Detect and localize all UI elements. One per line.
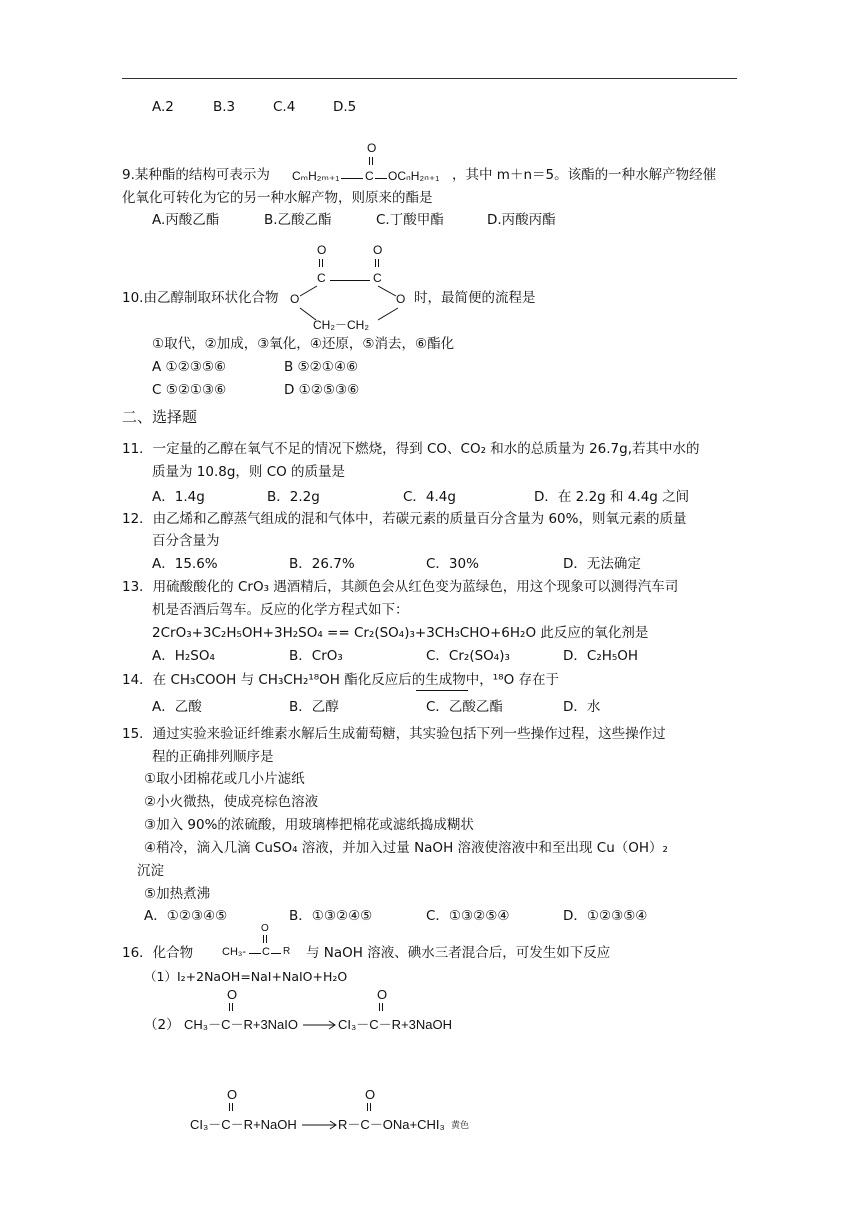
q12-option-c: C．30%	[426, 556, 479, 572]
q15-option-c: C．①③②⑤④	[426, 908, 510, 924]
q15-step-3: ③加入 90%的浓硫酸，用玻璃棒把棉花或滤纸捣成糊状	[144, 817, 474, 833]
q13-option-c: C．Cr₂(SO₄)₃	[426, 648, 510, 664]
q10-ring-o-left: O	[290, 292, 300, 306]
q8-option-b: B.3	[213, 99, 236, 115]
q9-line2: 化氧化可转化为它的另一种水解产物，则原来的酯是	[122, 190, 433, 206]
q9-suffix: ，其中 m＋n＝5。该酯的一种水解产物经催	[452, 167, 717, 183]
q9-prefix: 9.某种酯的结构可表示为	[122, 167, 270, 183]
q12-line2: 百分含量为	[152, 533, 220, 549]
q15-step-2: ②小火微热，使成亮棕色溶液	[144, 794, 319, 810]
q15-step-4-cont: 沉淀	[137, 863, 164, 879]
q9-option-a: A.丙酸乙酯	[152, 212, 220, 228]
q10-prefix: 10.由乙醇制取环状化合物	[122, 290, 279, 306]
q9-option-b: B.乙酸乙酯	[264, 212, 332, 228]
q14-option-d: D．水	[563, 699, 601, 715]
q16-eq2-right: CI₃－C－R+3NaOH	[338, 1017, 453, 1032]
section-heading: 二、选择题	[122, 408, 198, 426]
q9-option-d: D.丙酸丙酯	[487, 212, 556, 228]
q15-step-1: ①取小团棉花或几小片滤纸	[144, 771, 305, 787]
q14-option-a: A．乙酸	[152, 699, 202, 715]
q16-eq3-o-left: O	[227, 1087, 238, 1102]
q13-option-b: B．CrO₃	[289, 648, 343, 664]
q16-compound-bond-right	[271, 953, 281, 954]
q15-line2: 程的正确排列顺序是	[152, 749, 274, 765]
q15-option-b: B．①③②④⑤	[289, 908, 373, 924]
q16-suffix: 与 NaOH 溶液、碘水三者混合后，可发生如下反应	[306, 945, 611, 961]
q14-underline	[416, 690, 468, 691]
q9-option-c: C.丁酸甲酯	[376, 212, 444, 228]
q16-eq1: （1）I₂+2NaOH=NaI+NaIO+H₂O	[144, 969, 348, 984]
q14-line1: 14．在 CH₃COOH 与 CH₃CH₂¹⁸OH 酯化反应后的生成物中，¹⁸O 存在于	[122, 672, 559, 688]
q16-eq2-label: （2）	[144, 1017, 180, 1033]
q8-option-c: C.4	[273, 99, 296, 115]
q14-option-b: B．乙醇	[289, 699, 339, 715]
q15-option-d: D．①②③⑤④	[563, 908, 648, 924]
q9-double-bond	[369, 157, 373, 165]
q10-ring-o-right: O	[396, 292, 406, 306]
q16-compound-r: R	[283, 946, 291, 957]
q11-option-c: C．4.4g	[403, 489, 456, 505]
q15-option-a: A．①②③④⑤	[144, 908, 228, 924]
q10-double-bond-left	[319, 259, 323, 267]
q16-prefix: 16．化合物	[122, 945, 194, 961]
q11-option-d: D．在 2.2g 和 4.4g 之间	[534, 489, 690, 505]
q14-option-c: C．乙酸乙酯	[426, 699, 503, 715]
q15-step-4: ④稍冷，滴入几滴 CuSO₄ 溶液，并加入过量 NaOH 溶液使溶液中和至出现 Cu（OH）₂	[144, 840, 668, 856]
q11-line1: 11．一定量的乙醇在氧气不足的情况下燃烧，得到 CO、CO₂ 和水的总质量为 26.7g,若其中水的	[122, 441, 700, 457]
q10-ring-c-right: C	[373, 271, 382, 285]
q16-eq3-double-right	[367, 1103, 371, 1111]
q10-ring-o-top-left: O	[317, 243, 327, 257]
q16-compound-double-bond	[263, 935, 267, 943]
q11-line2: 质量为 10.8g，则 CO 的质量是	[152, 464, 346, 480]
q10-ring-o-top-right: O	[373, 243, 383, 257]
q16-eq3-left: CI₃－C－R+NaOH	[190, 1117, 297, 1132]
q11-option-b: B．2.2g	[267, 489, 320, 505]
q16-eq3-o-right: O	[365, 1087, 376, 1102]
q15-step-5: ⑤加热煮沸	[144, 886, 211, 902]
q12-option-a: A．15.6%	[152, 556, 218, 572]
q16-eq2-arrow-icon	[303, 1020, 337, 1030]
q10-steps: ①取代，②加成，③氧化，④还原，⑤消去，⑥酯化	[152, 336, 455, 352]
q10-option-c: C ⑤②①③⑥	[152, 382, 227, 398]
q16-compound-left: CH₃-	[222, 946, 247, 958]
q16-eq3-right: R－C－ONa+CHI₃	[338, 1117, 445, 1132]
q16-eq2-o-right: O	[377, 987, 388, 1002]
q12-option-d: D．无法确定	[563, 556, 641, 572]
q8-option-a: A.2	[152, 99, 174, 115]
q9-o-top: O	[367, 141, 377, 155]
q16-compound-o: O	[261, 923, 269, 934]
q10-option-b: B ⑤②①④⑥	[284, 359, 359, 375]
q10-option-a: A ①②③⑤⑥	[152, 359, 227, 375]
q16-eq2-double-left	[229, 1003, 233, 1011]
q9-formula-left: CₘH₂ₘ₊₁	[292, 169, 340, 183]
q16-compound-c: C	[262, 946, 270, 958]
q9-formula-right: OCₙH₂ₙ₊₁	[388, 169, 440, 183]
q16-eq2-double-right	[379, 1003, 383, 1011]
q15-line1: 15．通过实验来验证纤维素水解后生成葡萄糖，其实验包括下列一些操作过程，这些操作过	[122, 726, 666, 742]
q12-option-b: B．26.7%	[289, 556, 355, 572]
q13-option-a: A．H₂SO₄	[152, 648, 215, 664]
q9-bond-left	[341, 178, 363, 179]
q16-eq3-double-left	[229, 1103, 233, 1111]
q16-compound-bond-left	[249, 953, 261, 954]
q16-eq2-o-left: O	[227, 987, 238, 1002]
q9-formula-c: C	[365, 169, 374, 183]
q10-double-bond-right	[375, 259, 379, 267]
header-rule	[122, 78, 737, 79]
q12-line1: 12．由乙烯和乙醇蒸气组成的混和气体中，若碳元素的质量百分含量为 60%，则氧元素的质量	[122, 511, 687, 527]
q10-suffix: 时，最简便的流程是	[414, 290, 536, 306]
q11-option-a: A．1.4g	[152, 489, 205, 505]
q13-line2: 机是否酒后驾车。反应的化学方程式如下：	[152, 602, 409, 618]
q8-option-d: D.5	[333, 99, 357, 115]
q16-eq2-left: CH₃－C－R+3NaIO	[184, 1017, 299, 1032]
q10-option-d: D ①②⑤③⑥	[284, 382, 360, 398]
q16-eq3-note: 黄色	[451, 1121, 470, 1131]
q9-bond-right	[375, 178, 387, 179]
q13-equation: 2CrO₃+3C₂H₅OH+3H₂SO₄ == Cr₂(SO₄)₃+3CH₃CHO+6H₂O 此反应的氧化剂是	[152, 625, 649, 641]
q10-ring-c-left: C	[317, 271, 326, 285]
q10-ring-bottom: CH₂－CH₂	[313, 318, 369, 332]
q13-line1: 13．用硫酸酸化的 CrO₃ 遇酒精后，其颜色会从红色变为蓝绿色，用这个现象可以测得汽车司	[122, 579, 679, 595]
q16-eq3-arrow-icon	[302, 1120, 338, 1130]
q13-option-d: D．C₂H₅OH	[563, 648, 639, 664]
